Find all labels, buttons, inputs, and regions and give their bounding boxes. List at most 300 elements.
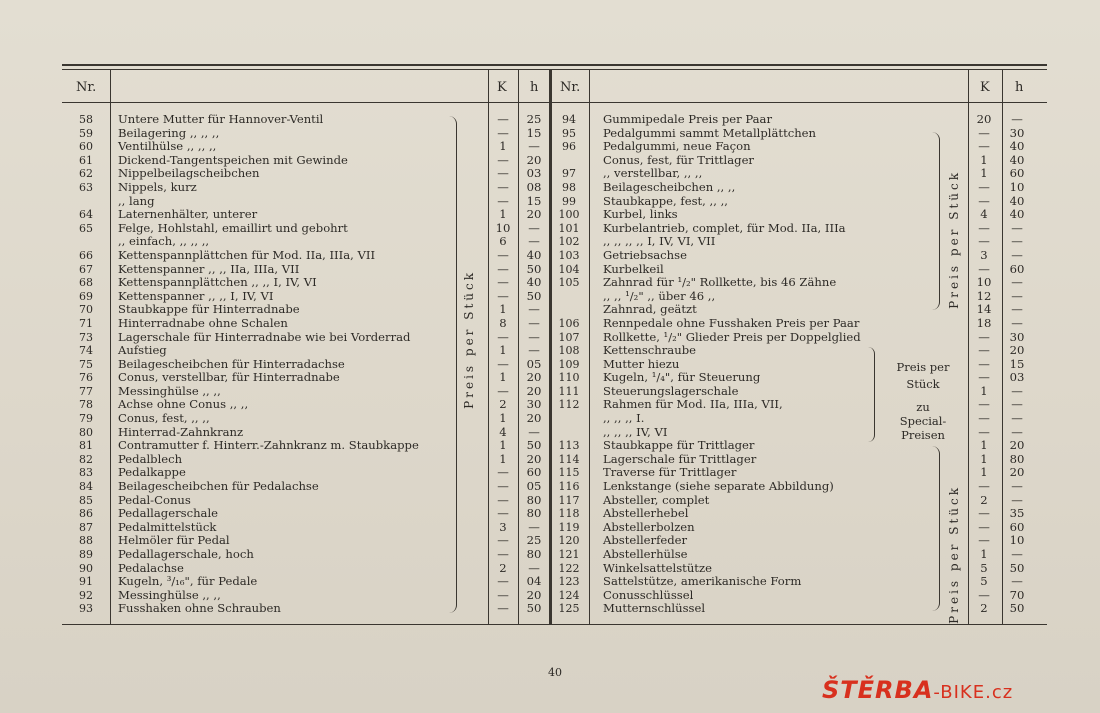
left-vertical-label: Preis per Stück xyxy=(462,270,476,409)
item-description: ,, ,, ¹/₂" ,, über 46 ,, xyxy=(603,288,716,303)
price-k: 5 xyxy=(980,560,988,575)
price-k: — xyxy=(497,587,509,602)
price-h: — xyxy=(1011,383,1023,398)
price-h: — xyxy=(528,519,540,534)
price-k: — xyxy=(497,193,509,208)
special-note-line: Special- xyxy=(899,414,947,428)
item-description: Nippels, kurz xyxy=(118,179,197,194)
table-row xyxy=(70,602,550,616)
price-k: 10 xyxy=(495,220,511,235)
price-k: — xyxy=(978,587,990,602)
table-row xyxy=(70,534,550,548)
price-h: — xyxy=(528,560,540,575)
price-h: 70 xyxy=(1009,587,1025,602)
item-description: Rahmen für Mod. IIa, IIIa, VII, xyxy=(603,397,783,412)
header-nr-right: Nr. xyxy=(560,80,581,95)
price-h: 15 xyxy=(526,125,542,140)
price-k: 2 xyxy=(499,397,507,412)
item-description: Pedalkappe xyxy=(118,465,186,480)
table-row xyxy=(553,521,1048,535)
row-number: 121 xyxy=(558,548,580,561)
price-k: — xyxy=(978,220,990,235)
table-row xyxy=(70,317,550,331)
price-k: 1 xyxy=(980,465,988,480)
row-number: 94 xyxy=(562,113,576,126)
item-description: ,, einfach, ,, ,, ,, xyxy=(118,234,210,249)
watermark-logo xyxy=(822,676,1013,704)
price-k: — xyxy=(497,112,509,126)
price-k: 1 xyxy=(499,139,507,154)
special-note-line: Stück xyxy=(906,377,940,391)
table-row xyxy=(553,263,1048,277)
item-description: Felge, Hohlstahl, emaillirt und gebohrt xyxy=(118,220,348,235)
row-number: 63 xyxy=(79,180,93,194)
item-description: ,, ,, ,, IV, VI xyxy=(603,424,668,439)
price-h: — xyxy=(528,139,540,154)
price-k: 1 xyxy=(499,370,507,385)
item-description: ,, ,, ,, ,, I, IV, VI, VII xyxy=(603,234,716,249)
price-k: — xyxy=(978,139,990,154)
price-k: — xyxy=(497,492,509,507)
item-description: Messinghülse ,, ,, xyxy=(118,383,221,398)
table-row xyxy=(70,562,550,576)
row-number: 81 xyxy=(79,439,93,453)
price-k: — xyxy=(978,343,990,358)
price-k: — xyxy=(497,166,509,181)
price-h: 25 xyxy=(526,533,542,548)
bottom-rule xyxy=(62,624,1047,625)
watermark-domain: -BIKE.cz xyxy=(933,682,1014,703)
price-k: 1 xyxy=(980,152,988,167)
special-brace xyxy=(868,347,875,442)
price-h: 30 xyxy=(1009,125,1025,140)
row-number: 95 xyxy=(562,126,576,140)
row-number: 59 xyxy=(79,126,93,140)
item-description: Beilagescheibchen für Pedalachse xyxy=(118,479,319,494)
table-row xyxy=(70,412,550,426)
price-k: — xyxy=(497,152,509,167)
price-k: 4 xyxy=(499,424,507,439)
table-row xyxy=(70,235,550,249)
special-note-line: Preis per xyxy=(896,360,950,374)
item-description: Kettenspannplättchen für Mod. IIa, IIIa, VII xyxy=(118,247,376,262)
item-description: Kugeln, ¹/₄", für Steuerung xyxy=(603,370,761,385)
price-h: — xyxy=(1011,247,1023,262)
row-number: 89 xyxy=(79,548,93,561)
table-row xyxy=(70,521,550,535)
table-row xyxy=(553,276,1048,290)
table-row xyxy=(70,466,550,480)
price-k: — xyxy=(978,261,990,276)
left-table xyxy=(70,113,550,616)
row-number: 83 xyxy=(79,466,93,480)
item-description: Hinterrad-Zahnkranz xyxy=(118,424,244,439)
price-k: 1 xyxy=(980,438,988,453)
price-k: — xyxy=(497,329,509,344)
table-row xyxy=(553,589,1048,603)
item-description: Pedallagerschale, hoch xyxy=(118,547,254,561)
price-h: 80 xyxy=(1009,451,1025,466)
table-row xyxy=(70,344,550,358)
item-description: Mutternschlüssel xyxy=(603,601,706,616)
item-description: Beilagescheibchen ,, ,, xyxy=(603,179,736,194)
price-k: 4 xyxy=(980,207,988,222)
price-k: — xyxy=(978,519,990,534)
price-k: — xyxy=(497,506,509,521)
table-row xyxy=(553,453,1048,467)
item-description: Kurbel, links xyxy=(603,207,678,222)
item-description: Beilagescheibchen für Hinterradachse xyxy=(118,356,345,371)
table-row xyxy=(553,548,1048,562)
row-number: 119 xyxy=(558,520,580,534)
item-description: Conus, verstellbar, für Hinterradnabe xyxy=(118,370,340,385)
table-row xyxy=(553,195,1048,209)
table-row xyxy=(553,412,1048,426)
price-h: — xyxy=(528,315,540,330)
left-brace xyxy=(448,116,457,613)
price-h: 15 xyxy=(1009,356,1025,371)
row-number: 60 xyxy=(79,140,93,154)
header-k-right: K xyxy=(980,80,990,95)
table-row xyxy=(70,303,550,317)
item-description: Gummipedale Preis per Paar xyxy=(603,112,772,126)
row-number: 112 xyxy=(558,398,580,412)
right-bottom-vertical-label: Preis per Stück xyxy=(947,485,961,624)
price-k: 1 xyxy=(499,343,507,358)
item-description: Ventilhülse ,, ,, ,, xyxy=(118,139,217,154)
table-row xyxy=(553,249,1048,263)
item-description: Kugeln, ³/₁₆", für Pedale xyxy=(118,574,258,589)
item-description: Kettenspanner ,, ,, I, IV, VI xyxy=(118,288,274,303)
row-number: 110 xyxy=(558,371,580,385)
item-description: ,, verstellbar, ,, ,, xyxy=(603,166,703,181)
price-k: — xyxy=(497,383,509,398)
row-number: 64 xyxy=(79,208,93,222)
row-number: 97 xyxy=(562,167,576,181)
row-number: 102 xyxy=(558,235,580,249)
table-row xyxy=(70,398,550,412)
item-description: Conus, fest, ,, ,, xyxy=(118,411,210,426)
price-k: — xyxy=(497,547,509,561)
item-description: Pedallagerschale xyxy=(118,506,219,521)
table-row xyxy=(553,331,1048,345)
item-description: Abstellerhebel xyxy=(603,506,689,521)
table-row xyxy=(70,249,550,263)
item-description: Mutter hiezu xyxy=(603,356,680,371)
price-k: — xyxy=(497,465,509,480)
item-description: Winkelsattelstütze xyxy=(603,560,712,575)
table-row xyxy=(553,494,1048,508)
table-row xyxy=(70,371,550,385)
price-h: 60 xyxy=(1009,166,1025,181)
item-description: Staubkappe für Trittlager xyxy=(603,438,755,453)
table-row xyxy=(553,385,1048,399)
right-table xyxy=(553,113,1048,616)
price-k: 14 xyxy=(976,302,992,317)
price-h: — xyxy=(1011,234,1023,249)
item-description: Abstellerbolzen xyxy=(603,519,695,534)
right-top-vertical-label: Preis per Stück xyxy=(947,170,961,309)
row-number: 123 xyxy=(558,575,580,589)
item-description: Getriebsachse xyxy=(603,247,687,262)
row-number: 85 xyxy=(79,493,93,507)
item-description: Steuerungslagerschale xyxy=(603,383,739,398)
table-row xyxy=(553,439,1048,453)
row-number: 90 xyxy=(79,561,93,575)
item-description: Nippelbeilagscheibchen xyxy=(118,166,260,181)
table-row xyxy=(70,589,550,603)
table-row xyxy=(553,317,1048,331)
table-row xyxy=(70,276,550,290)
price-h: — xyxy=(1011,411,1023,426)
price-h: 10 xyxy=(1009,533,1025,548)
price-h: 20 xyxy=(526,152,542,167)
table-row xyxy=(553,303,1048,317)
price-h: 40 xyxy=(526,275,542,290)
item-description: Achse ohne Conus ,, ,, xyxy=(118,397,249,412)
row-number: 82 xyxy=(79,452,93,466)
item-description: Untere Mutter für Hannover-Ventil xyxy=(118,112,324,126)
price-h: 20 xyxy=(526,451,542,466)
price-k: — xyxy=(497,275,509,290)
price-k: — xyxy=(978,411,990,426)
table-row xyxy=(70,507,550,521)
row-number: 91 xyxy=(79,575,93,589)
price-h: — xyxy=(528,424,540,439)
table-row xyxy=(70,480,550,494)
table-row xyxy=(70,222,550,236)
row-number: 77 xyxy=(79,384,93,398)
price-h: 30 xyxy=(526,397,542,412)
item-description: Pedalgummi sammt Metallplättchen xyxy=(603,125,817,140)
item-description: Lagerschale für Trittlager xyxy=(603,451,757,466)
item-description: Kettenschraube xyxy=(603,343,696,358)
table-row xyxy=(553,290,1048,304)
table-row xyxy=(553,235,1048,249)
table-row xyxy=(553,181,1048,195)
item-description: Aufstieg xyxy=(118,343,167,358)
header-nr-left: Nr. xyxy=(76,80,97,95)
price-h: 05 xyxy=(526,479,542,494)
price-h: 50 xyxy=(526,261,542,276)
price-k: — xyxy=(497,356,509,371)
price-k: — xyxy=(978,533,990,548)
price-k: 3 xyxy=(980,247,988,262)
table-row xyxy=(70,208,550,222)
special-note-line: Preisen xyxy=(901,428,945,442)
price-h: — xyxy=(1011,479,1023,494)
price-k: — xyxy=(497,125,509,140)
row-number: 62 xyxy=(79,167,93,181)
table-row xyxy=(553,507,1048,521)
price-h: — xyxy=(1011,547,1023,561)
price-k: 1 xyxy=(499,438,507,453)
price-h: 60 xyxy=(1009,261,1025,276)
row-number: 79 xyxy=(79,412,93,426)
item-description: Lenkstange (siehe separate Abbildung) xyxy=(603,479,834,494)
price-k: 1 xyxy=(499,411,507,426)
row-number: 101 xyxy=(558,221,580,235)
item-description: Kurbelkeil xyxy=(603,261,664,276)
price-h: 50 xyxy=(526,601,542,616)
price-k: 1 xyxy=(499,451,507,466)
price-k: 1 xyxy=(980,383,988,398)
price-h: 03 xyxy=(1009,370,1025,385)
price-h: 20 xyxy=(1009,343,1025,358)
item-description: Zahnrad für ¹/₂" Rollkette, bis 46 Zähne xyxy=(603,275,837,290)
top-rule-thin xyxy=(62,69,1047,70)
price-h: 40 xyxy=(1009,207,1025,222)
price-h: 40 xyxy=(1009,152,1025,167)
price-k: — xyxy=(978,125,990,140)
item-description: Dickend-Tangentspeichen mit Gewinde xyxy=(118,152,348,167)
item-description: Rennpedale ohne Fusshaken Preis per Paar xyxy=(603,315,860,330)
price-h: 15 xyxy=(526,193,542,208)
table-row xyxy=(70,439,550,453)
row-number: 66 xyxy=(79,248,93,262)
item-description: Messinghülse ,, ,, xyxy=(118,587,221,602)
row-number: 103 xyxy=(558,248,580,262)
row-number: 96 xyxy=(562,140,576,154)
price-k: 2 xyxy=(499,560,507,575)
price-k: — xyxy=(497,479,509,494)
row-number: 99 xyxy=(562,194,576,208)
item-description: Rollkette, ¹/₂" Glieder Preis per Doppelglied xyxy=(603,329,861,344)
item-description: Kettenspanner ,, ,, IIa, IIIa, VII xyxy=(118,261,300,276)
row-number: 113 xyxy=(558,439,580,453)
row-number: 125 xyxy=(558,602,580,616)
price-h: — xyxy=(528,220,540,235)
price-k: — xyxy=(497,533,509,548)
row-number: 58 xyxy=(79,113,93,126)
price-h: 20 xyxy=(526,207,542,222)
table-row xyxy=(70,331,550,345)
price-h: 50 xyxy=(1009,560,1025,575)
price-h: 20 xyxy=(526,411,542,426)
price-h: 60 xyxy=(526,465,542,480)
table-row xyxy=(553,140,1048,154)
table-row xyxy=(70,385,550,399)
table-row xyxy=(553,480,1048,494)
row-number: 88 xyxy=(79,534,93,548)
row-number: 87 xyxy=(79,520,93,534)
item-description: Absteller, complet xyxy=(603,492,710,507)
row-number: 65 xyxy=(79,221,93,235)
row-number: 78 xyxy=(79,398,93,412)
table-row xyxy=(70,127,550,141)
item-description: Staubkappe für Hinterradnabe xyxy=(118,302,300,317)
price-h: — xyxy=(1011,424,1023,439)
item-description: Contramutter f. Hinterr.-Zahnkranz m. Staubkappe xyxy=(118,438,419,453)
item-description: Beilagering ,, ,, ,, xyxy=(118,125,220,140)
row-number: 74 xyxy=(79,344,93,358)
table-row xyxy=(553,398,1048,412)
table-row xyxy=(70,575,550,589)
row-number: 61 xyxy=(79,153,93,167)
row-number: 114 xyxy=(558,452,580,466)
row-number: 73 xyxy=(79,330,93,344)
watermark-name: ŠTĚRBA xyxy=(822,676,934,704)
row-number: 93 xyxy=(79,602,93,616)
price-k: 2 xyxy=(980,601,988,616)
table-row xyxy=(553,575,1048,589)
table-row xyxy=(553,154,1048,168)
top-rule xyxy=(62,64,1047,66)
item-description: Pedalgummi, neue Façon xyxy=(603,139,751,154)
price-h: 50 xyxy=(526,288,542,303)
row-number: 100 xyxy=(558,208,580,222)
price-h: 08 xyxy=(526,179,542,194)
row-number: 108 xyxy=(558,344,580,358)
page-number: 40 xyxy=(548,666,562,679)
table-row xyxy=(70,181,550,195)
price-h: — xyxy=(1011,574,1023,589)
special-price-note xyxy=(888,360,958,442)
table-row xyxy=(553,358,1048,372)
price-k: — xyxy=(497,247,509,262)
price-h: — xyxy=(1011,302,1023,317)
price-h: — xyxy=(528,329,540,344)
price-h: — xyxy=(1011,275,1023,290)
table-row xyxy=(70,263,550,277)
price-h: 60 xyxy=(1009,519,1025,534)
price-k: — xyxy=(978,506,990,521)
row-number: 107 xyxy=(558,330,580,344)
price-h: 20 xyxy=(1009,465,1025,480)
price-k: 2 xyxy=(980,492,988,507)
price-k: — xyxy=(497,179,509,194)
row-number: 80 xyxy=(79,425,93,439)
table-row xyxy=(553,344,1048,358)
price-h: 40 xyxy=(1009,193,1025,208)
price-h: 25 xyxy=(526,112,542,126)
row-number: 124 xyxy=(558,588,580,602)
price-k: — xyxy=(978,370,990,385)
table-row xyxy=(70,113,550,127)
price-h: — xyxy=(528,302,540,317)
row-number: 98 xyxy=(562,180,576,194)
row-number: 111 xyxy=(558,384,580,398)
row-number: 109 xyxy=(558,357,580,371)
price-h: 20 xyxy=(526,383,542,398)
row-number: 71 xyxy=(79,316,93,330)
item-description: ,, ,, ,, I. xyxy=(603,411,645,426)
price-h: — xyxy=(1011,492,1023,507)
price-h: — xyxy=(1011,112,1023,126)
row-number: 92 xyxy=(79,588,93,602)
row-number: 86 xyxy=(79,507,93,521)
price-k: 18 xyxy=(976,315,992,330)
item-description: Kurbelantrieb, complet, für Mod. IIa, IIIa xyxy=(603,220,846,235)
table-row xyxy=(70,548,550,562)
item-description: Hinterradnabe ohne Schalen xyxy=(118,315,288,330)
row-number: 76 xyxy=(79,371,93,385)
price-k: 1 xyxy=(499,302,507,317)
row-number: 115 xyxy=(558,466,580,480)
price-k: — xyxy=(978,397,990,412)
table-row xyxy=(553,222,1048,236)
special-note-line: zu xyxy=(916,400,930,414)
price-k: — xyxy=(497,574,509,589)
price-k: — xyxy=(497,261,509,276)
row-number: 122 xyxy=(558,561,580,575)
item-description: Lagerschale für Hinterradnabe wie bei Vorderrad xyxy=(118,329,411,344)
row-number: 70 xyxy=(79,303,93,317)
header-h-right: h xyxy=(1015,80,1024,95)
item-description: Pedalachse xyxy=(118,560,184,575)
item-description: Pedalblech xyxy=(118,451,183,466)
price-k: 1 xyxy=(499,207,507,222)
